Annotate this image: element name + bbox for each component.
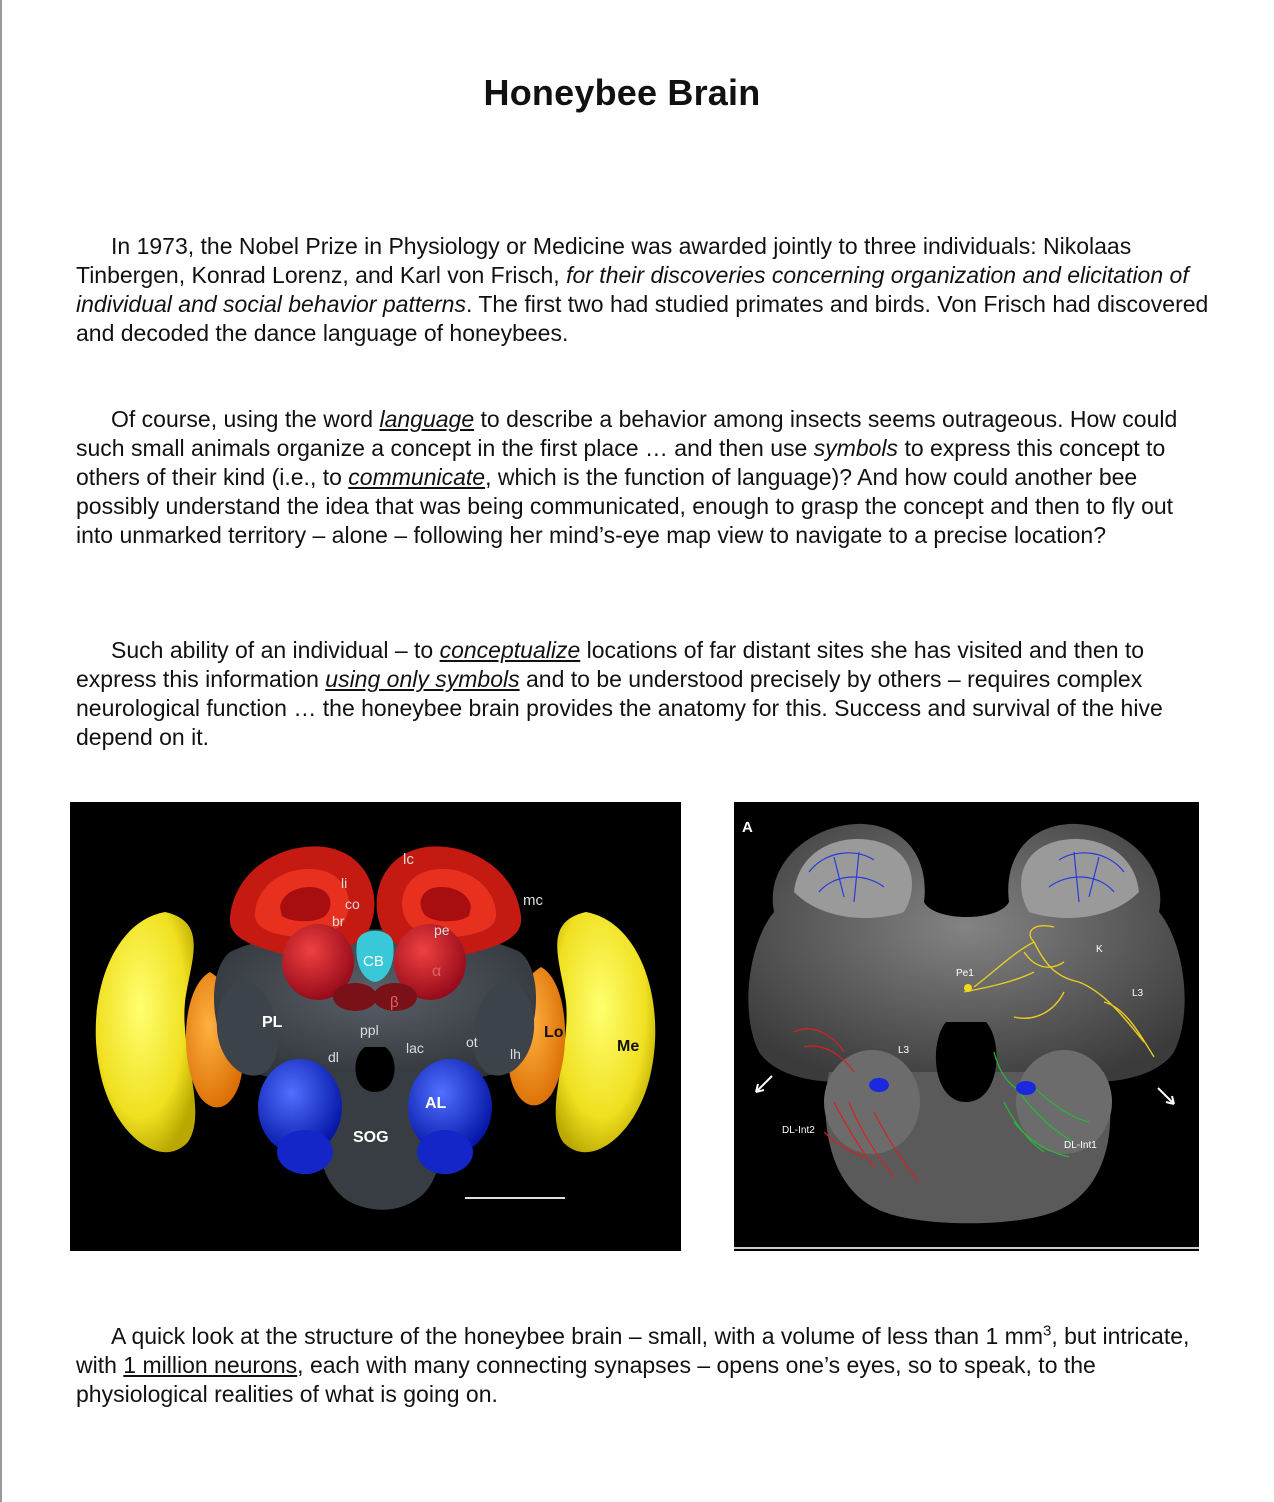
beta-lobe-left — [333, 983, 377, 1011]
label-li: li — [341, 875, 348, 891]
label-lac: lac — [406, 1040, 424, 1056]
superscript-3: 3 — [1042, 1322, 1052, 1340]
label-mc: mc — [523, 892, 543, 909]
label-dl-int1: DL-Int1 — [1064, 1140, 1097, 1151]
page-title: Honeybee Brain — [483, 72, 761, 113]
label-cb: CB — [363, 953, 384, 970]
label-br: br — [332, 913, 345, 929]
label-panel-a: A — [742, 819, 753, 836]
label-ot: ot — [466, 1034, 478, 1050]
label-co: co — [345, 896, 360, 912]
paragraph-nobel-prize: In 1973, the Nobel Prize in Physiology or Medicine was awarded jointly to three individuals: Nikolaas Tinbergen, Konrad Lorenz, and Karl von Frisch, for their discoveries concerning organization and elicitation of individual and social behavior patterns. The first two had studied primates and birds. Von Frisch had discovered and decoded the dance language of honeybees. — [76, 233, 1209, 346]
label-dl: dl — [328, 1049, 339, 1065]
emphasis-using-only-symbols: using only symbols — [325, 666, 520, 692]
al-left-shape — [824, 1050, 920, 1154]
label-lh: lh — [510, 1046, 521, 1062]
label-k: K — [1096, 944, 1103, 955]
paragraph-language: Of course, using the word language to describe a behavior among insects seems outrageous. How could such small animals organize a concept in the first place … and then use symbols to express this concept to others of their kind (i.e., to communicate, which is the function of language)? And how could another bee possibly understand the idea that was being communicated, enough to grasp the concept and then to fly out into unmarked territory – alone – following her mind’s-eye map view to navigate to a precise location? — [76, 406, 1178, 548]
antennal-lobe-left-lower — [277, 1130, 333, 1174]
antennal-lobe-right-lower — [417, 1130, 473, 1174]
brain-regions-figure — [70, 802, 681, 1251]
neuron-tracing-figure — [734, 802, 1199, 1251]
paragraph-ability: Such ability of an individual – to conceptualize locations of far distant sites she has visited and then to express this information using only symbols and to be understood precisely by others – requires complex neurological function … the honeybee brain provides the anatomy for this. Success and survival of the hive depend on it. — [76, 637, 1163, 750]
brain-regions-svg — [70, 802, 681, 1251]
paragraph-structure: A quick look at the structure of the honeybee brain – small, with a volume of less than 1 $mm^3$, but intricate, with 1 million neurons, each with many connecting synapses – opens one’s eyes, so to speak, to the physiological realities of what is going on. — [76, 1322, 1190, 1407]
esophageal-foramen — [355, 1047, 394, 1092]
label-lo: Lo — [544, 1024, 564, 1041]
blue-cell-left — [869, 1078, 889, 1092]
label-pe1: Pe1 — [956, 968, 974, 979]
pe1-cell-body — [964, 984, 972, 992]
citation-italic: for their discoveries concerning organization and elicitation of individual and social behavior patterns — [76, 262, 1189, 317]
emphasis-1-million-neurons: 1 million neurons — [123, 1352, 298, 1378]
label-al: AL — [425, 1095, 447, 1112]
emphasis-language: language — [379, 406, 475, 432]
label-me: Me — [617, 1038, 640, 1055]
label-lc: lc — [403, 851, 414, 868]
label-dl-int2: DL-Int2 — [782, 1125, 815, 1136]
label-alpha: α — [432, 963, 442, 980]
label-l3-mid: L3 — [898, 1045, 910, 1056]
label-beta: β — [390, 994, 399, 1011]
page-left-border — [0, 0, 2, 1502]
label-ppl: ppl — [360, 1022, 379, 1038]
emphasis-symbols: symbols — [813, 435, 899, 461]
label-pl: PL — [262, 1014, 283, 1031]
label-sog: SOG — [353, 1129, 389, 1146]
emphasis-communicate: communicate — [348, 464, 486, 490]
neuron-tracing-svg — [734, 802, 1199, 1251]
emphasis-conceptualize: conceptualize — [439, 637, 581, 663]
foramen-shape — [936, 1022, 997, 1102]
label-l3-right: L3 — [1132, 988, 1144, 999]
label-pe: pe — [434, 922, 450, 938]
blue-cell-right — [1016, 1081, 1036, 1095]
